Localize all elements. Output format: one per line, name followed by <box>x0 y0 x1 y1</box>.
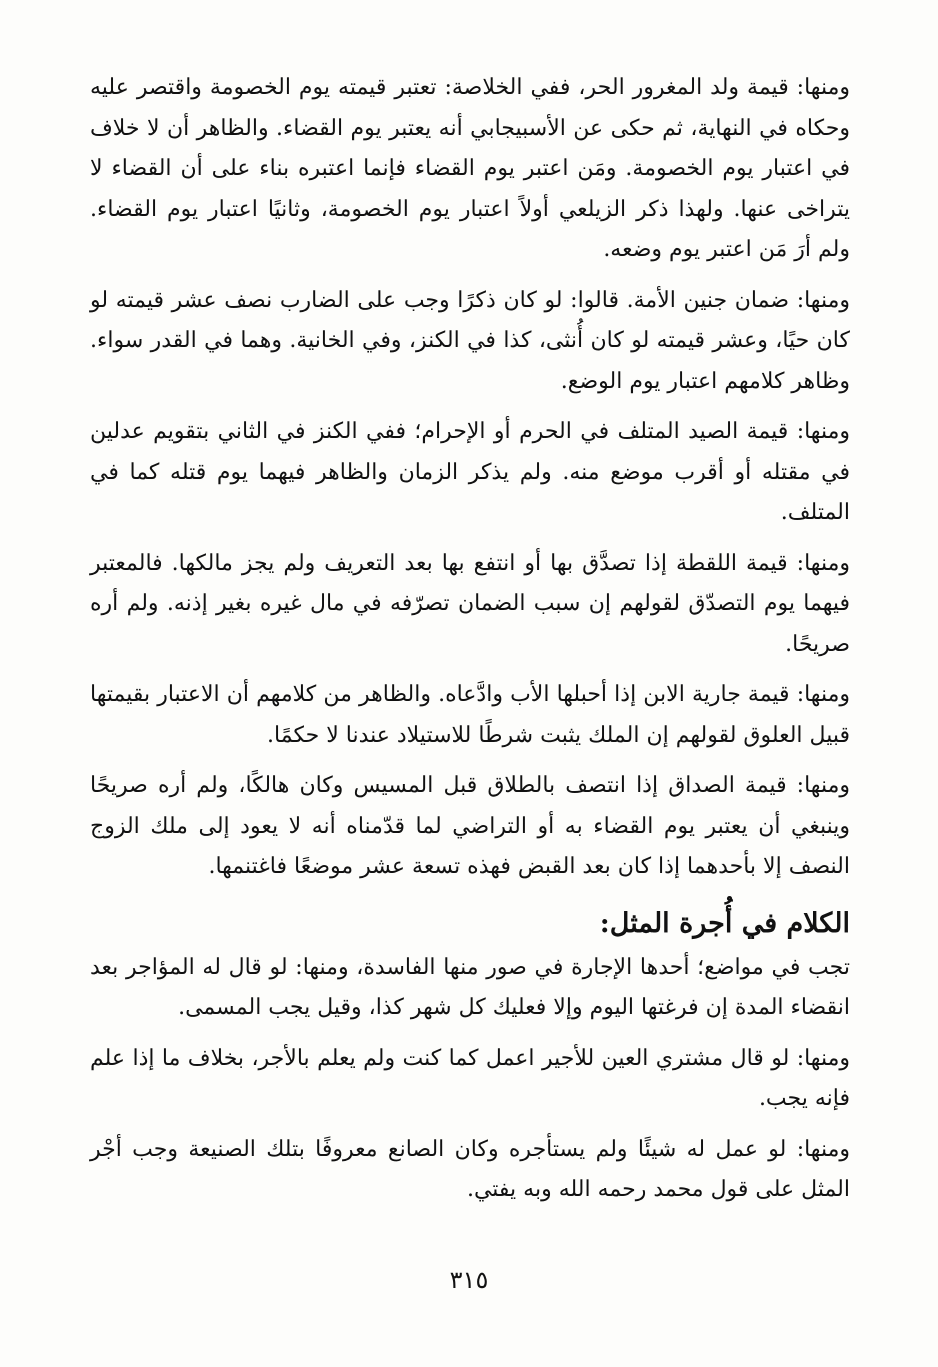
paragraph-ijarah-fasidah: تجب في مواضع؛ أحدها الإجارة في صور منها الفاسدة، ومنها: لو قال له المؤاجر بعد انقضاء المدة إن فرغتها اليوم وإلا فعليك كل شهر كذا، وقيل يجب المسمى. <box>90 954 850 1020</box>
paragraph-jariyat-ibn: ومنها: قيمة جارية الابن إذا أحبلها الأب وادَّعاه. والظاهر من كلامهم أن الاعتبار بقيمتها قبيل العلوق لقولهم إن الملك يثبت شرطًا للاستيلاد عندنا لا حكمًا. <box>90 682 850 748</box>
page-number: ٣١٥ <box>449 1266 489 1294</box>
paragraph-luqatah: ومنها: قيمة اللقطة إذا تصدَّق بها أو انتفع بها بعد التعريف ولم يجز مالكها. فالمعتبر فيهما يوم التصدّق لقولهم إن سبب الضمان تصرّفه في مال غيره بغير إذنه. ولم أره صريحًا. <box>90 550 850 657</box>
paragraph-sadaq: ومنها: قيمة الصداق إذا انتصف بالطلاق قبل المسيس وكان هالكًا، ولم أره صريحًا وينبغي أن يعتبر يوم القضاء به أو التراضي لما قدّمناه أنه لا يعود إلى ملك الزوج النصف إلا بأحدهما إذا كان بعد القبض فهذه تسعة عشر موضعًا فاغتنمها. <box>90 773 850 879</box>
paragraph-mushtari-ayn: ومنها: لو قال مشتري العين للأجير اعمل كما كنت ولم يعلم بالأجر، بخلاف ما إذا علم فإنه يجب. <box>90 1045 850 1111</box>
page-body <box>90 68 850 1221</box>
paragraph-walad-maghrur: ومنها: قيمة ولد المغرور الحر، ففي الخلاصة: تعتبر قيمته يوم الخصومة واقتصر عليه وحكاه في النهاية، ثم حكى عن الأسبيجابي أنه يعتبر يوم القضاء. والظاهر أن لا خلاف في اعتبار يوم الخصومة. ومَن اعتبر يوم القضاء فإنما اعتبره بناء على أن القضاء لا يتراخى عنها. ولهذا ذكر الزيلعي أولاً اعتبار يوم الخصومة، وثانيًا اعتبار يوم القضاء. ولم أرَ مَن اعتبر يوم وضعه. <box>90 75 850 262</box>
paragraph-janin-amah: ومنها: ضمان جنين الأمة. قالوا: لو كان ذكرًا وجب على الضارب نصف عشر قيمته لو كان حيًا، وعشر قيمته لو كان أُنثى، كذا في الكنز، وفي الخانية. وهما في القدر سواء. وظاهر كلامهم اعتبار يوم الوضع. <box>90 287 850 394</box>
paragraph-sayd-mutlaf: ومنها: قيمة الصيد المتلف في الحرم أو الإحرام؛ ففي الكنز في الثاني بتقويم عدلين في مقتله أو أقرب موضع منه. ولم يذكر الزمان والظاهر فيهما يوم قتله كما في المتلف. <box>90 419 850 525</box>
section-heading: الكلام في أُجرة المثل: <box>599 907 850 939</box>
paragraph-sani-maruf: ومنها: لو عمل له شيئًا ولم يستأجره وكان الصانع معروفًا بتلك الصنيعة وجب أجْر المثل على قول محمد رحمه الله وبه يفتي. <box>90 1136 850 1202</box>
